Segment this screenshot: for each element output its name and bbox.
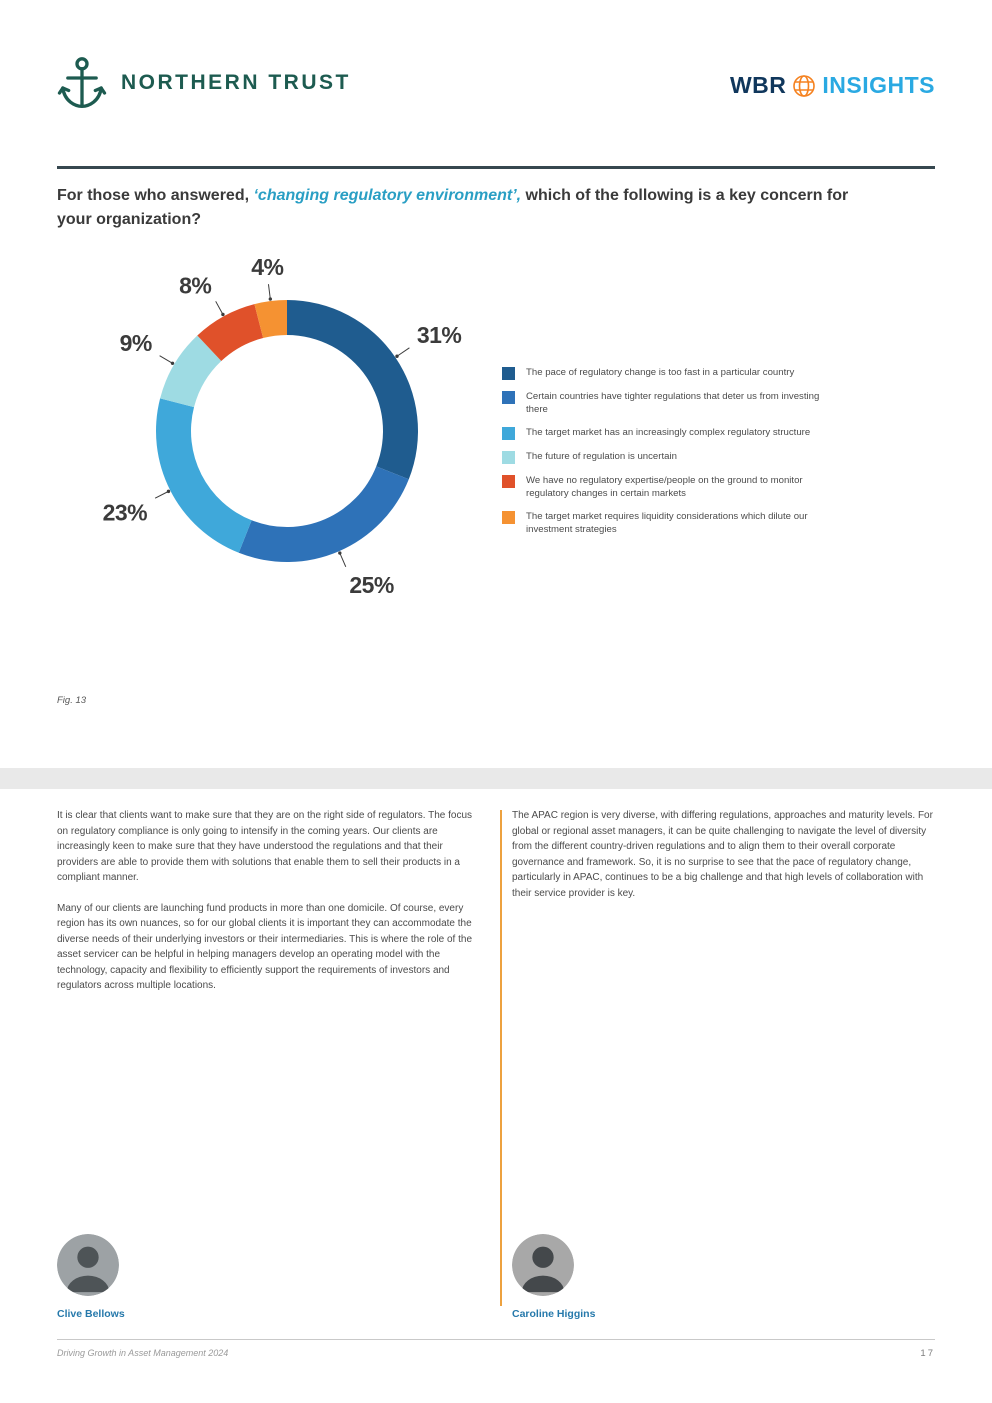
globe-icon (791, 73, 817, 99)
body-col-left (57, 808, 485, 1009)
legend-item (502, 366, 840, 380)
figure-caption: Fig. 13 (57, 695, 87, 706)
header-divider (57, 166, 935, 169)
percent-label: 25% (349, 572, 394, 599)
wbr-insights-logo (730, 72, 935, 99)
leader-line (155, 491, 168, 498)
percent-label: 31% (416, 321, 462, 348)
leader-line (397, 348, 409, 356)
insights-text: INSIGHTS (822, 72, 935, 98)
legend-label: The target market requires liquidity considerations which dilute our investment strategies (526, 511, 808, 535)
section-divider-band (0, 768, 992, 789)
avatar-photo (512, 1234, 574, 1296)
legend-label: The pace of regulatory change is too fast in a particular country (526, 367, 795, 378)
person-name: Caroline Higgins (512, 1308, 596, 1320)
column-divider (500, 810, 502, 1306)
question-title (57, 184, 887, 232)
question-prefix: For those who answered, (57, 187, 254, 204)
leader-dot (269, 297, 272, 300)
leader-line (160, 356, 173, 364)
legend-swatch (502, 367, 515, 380)
legend-swatch (502, 391, 515, 404)
question-highlight: ‘changing regulatory environment’, (253, 187, 522, 204)
person-clive-bellows (57, 1234, 257, 1320)
donut-segment (156, 398, 252, 552)
page-number: 17 (920, 1348, 935, 1359)
person-name: Clive Bellows (57, 1308, 125, 1320)
legend-swatch (502, 427, 515, 440)
leader-line (216, 301, 223, 314)
brand-name: NORTHERN TRUST (121, 71, 351, 94)
question-suffix: which of the following is a key concern for your organization? (57, 187, 849, 228)
legend-label: The future of regulation is uncertain (526, 451, 677, 462)
legend-swatch (502, 511, 515, 524)
legend-label: Certain countries have tighter regulations that deter us from investing there (526, 391, 820, 415)
anchor-icon (57, 54, 107, 112)
legend-item (502, 450, 840, 464)
person-silhouette-icon (57, 1234, 119, 1296)
legend-item (502, 510, 840, 536)
person-silhouette-icon (512, 1234, 574, 1296)
percent-label: 9% (119, 330, 152, 357)
donut-chart-svg (90, 250, 480, 600)
donut-segment (239, 466, 409, 562)
leader-line (268, 284, 270, 299)
body-col-right (512, 808, 940, 916)
leader-line (340, 553, 346, 567)
footer-divider (57, 1339, 935, 1340)
leader-dot (395, 355, 398, 358)
legend-swatch (502, 475, 515, 488)
wbr-text: WBR (729, 72, 787, 98)
avatar-photo (57, 1234, 119, 1296)
percent-label: 8% (179, 272, 212, 299)
legend-label: We have no regulatory expertise/people on the ground to monitor regulatory changes in certain markets (526, 475, 803, 499)
paragraph: It is clear that clients want to make sure that they are on the right side of regulators. The focus on regulatory compliance is only going to intensify in the coming years. Our clients are increasingly keen to make sure that they have understood the regulations and that their providers are able to provide them with solutions that enable them to sell their products in a compliant manner. (57, 810, 473, 883)
leader-dot (221, 313, 224, 316)
leader-dot (167, 490, 170, 493)
chart-legend (502, 366, 840, 546)
donut-segment (287, 300, 418, 479)
legend-label: The target market has an increasingly complex regulatory structure (526, 427, 811, 438)
paragraph: The APAC region is very diverse, with differing regulations, approaches and maturity levels. For global or regional asset managers, it can be quite challenging to navigate the level of diversity from the different country-driven regulations and to align them to their overall corporate governance and framework. So, it is no surprise to see that the pace of regulatory change, particularly in APAC, continues to be a big challenge and that high levels of collaboration with their service provider is key. (512, 810, 933, 899)
leader-dot (171, 362, 174, 365)
legend-item (502, 426, 840, 440)
paragraph: Many of our clients are launching fund products in more than one domicile. Of course, every region has its own nuances, so for our global clients it is important they can accommodate the diverse needs of their underlying investors or their intermediaries. This is where the role of the asset servicer can be helpful in helping managers develop an operating model with the technology, capacity and flexibility to efficiently support the requirements of investors and regulators across multiple locations. (57, 902, 473, 991)
legend-swatch (502, 451, 515, 464)
legend-item (502, 390, 840, 416)
northern-trust-logo (57, 54, 351, 112)
legend-item (502, 474, 840, 500)
leader-dot (338, 551, 341, 554)
percent-label: 4% (251, 254, 284, 281)
person-caroline-higgins (512, 1234, 712, 1320)
percent-label: 23% (102, 499, 148, 526)
footer-report-title: Driving Growth in Asset Management 2024 (57, 1348, 229, 1358)
